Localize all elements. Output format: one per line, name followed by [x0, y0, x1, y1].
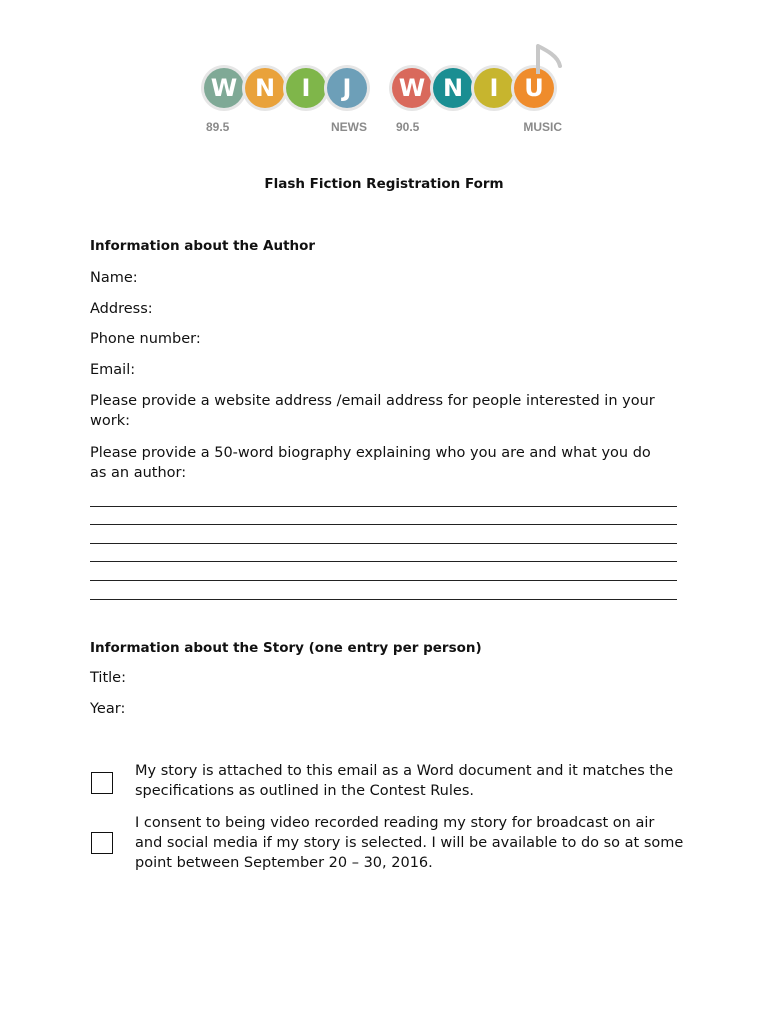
attachment-statement: My story is attached to this email as a Word document and it matches the specifications as outlined in the Contest Rules.	[135, 763, 674, 799]
wniu-tagline: MUSIC	[523, 120, 562, 134]
station-logos	[200, 44, 570, 136]
title-label: Title:	[90, 670, 126, 686]
wnij-logo	[200, 44, 375, 136]
year-label: Year:	[90, 701, 126, 717]
biography-line[interactable]	[90, 544, 677, 563]
address-label: Address:	[90, 301, 153, 317]
biography-line[interactable]	[90, 581, 677, 600]
name-label: Name:	[90, 270, 138, 286]
story-section-heading: Information about the Story (one entry per person)	[90, 640, 482, 656]
wniu-letter-i: I	[474, 68, 514, 108]
form-title: Flash Fiction Registration Form	[264, 176, 504, 192]
wniu-letter-n: N	[433, 68, 473, 108]
wnij-letter-i: I	[286, 68, 326, 108]
biography-writing-lines[interactable]	[90, 488, 677, 600]
biography-line[interactable]	[90, 525, 677, 544]
wnij-letter-j: J	[327, 68, 367, 108]
wniu-letter-w: W	[392, 68, 432, 108]
music-note-icon	[532, 44, 568, 88]
wnij-frequency: 89.5	[206, 120, 230, 134]
attachment-checkbox[interactable]	[91, 772, 113, 794]
author-section-heading: Information about the Author	[90, 238, 316, 254]
biography-line[interactable]	[90, 488, 677, 507]
video-consent-statement: I consent to being video recorded reading my story for broadcast on air and social media if my story is selected. I will be available to do so at some point between September 20 – 30, 2016.	[135, 815, 684, 871]
email-label: Email:	[90, 362, 136, 378]
wnij-letter-n: N	[245, 68, 285, 108]
wniu-frequency: 90.5	[396, 120, 420, 134]
video-consent-checkbox[interactable]	[91, 832, 113, 854]
biography-line[interactable]	[90, 507, 677, 526]
biography-line[interactable]	[90, 562, 677, 581]
phone-label: Phone number:	[90, 331, 201, 347]
wniu-logo	[390, 44, 570, 136]
wniu-letter-u: U	[514, 68, 554, 108]
website-prompt: Please provide a website address /email address for people interested in your work:	[90, 393, 655, 429]
bio-prompt: Please provide a 50-word biography explaining who you are and what you do as an author:	[90, 445, 651, 481]
wnij-letter-w: W	[204, 68, 244, 108]
wnij-tagline: NEWS	[331, 120, 367, 134]
